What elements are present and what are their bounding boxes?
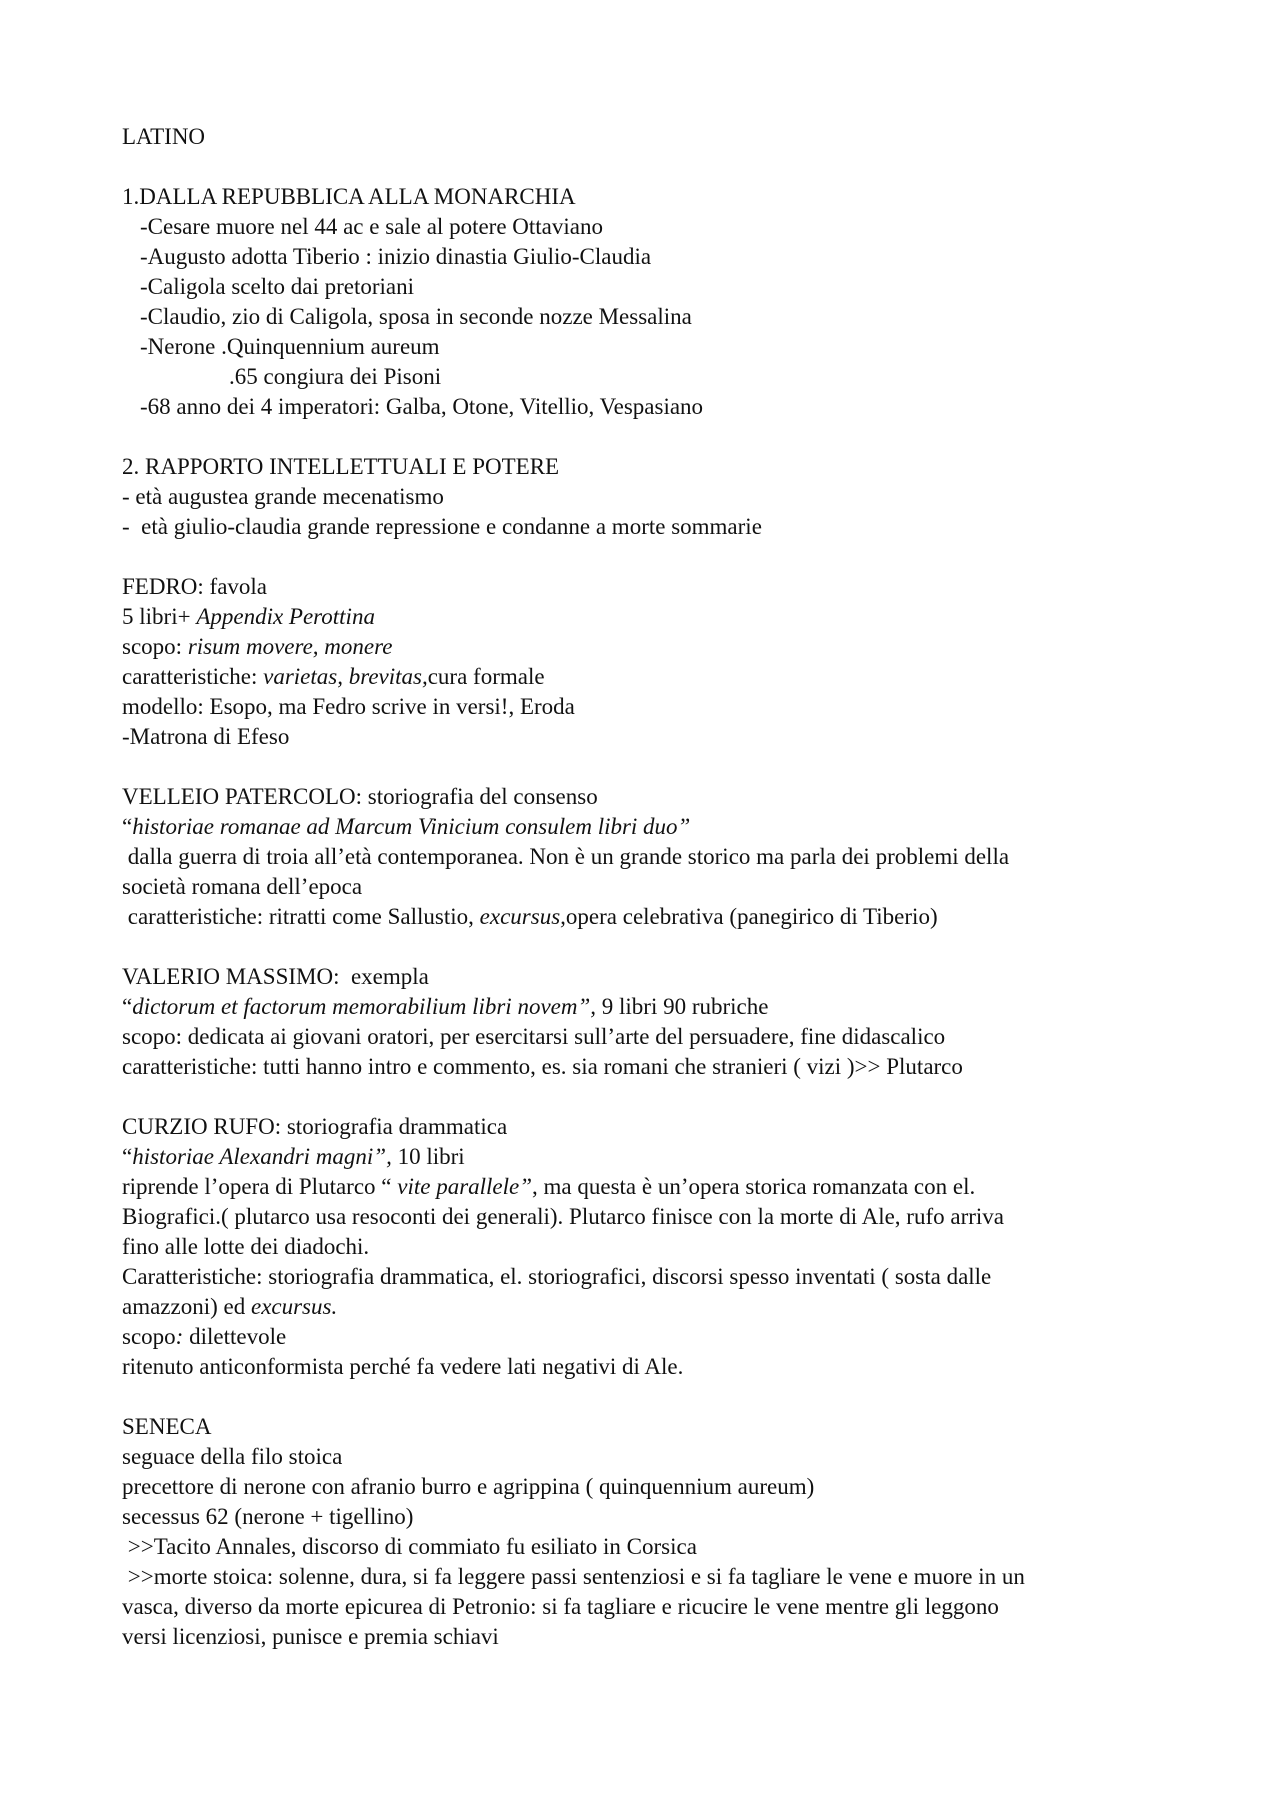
fedro-line: modello: Esopo, ma Fedro scrive in versi!, Eroda <box>122 694 575 719</box>
curzio-line <box>122 1172 1162 1202</box>
velleio-text: “ <box>122 814 133 839</box>
curzio-text: , ma questa è un’opera storica romanzata con el. <box>532 1174 976 1199</box>
velleio-heading: VELLEIO PATERCOLO: storiografia del consenso <box>122 784 598 809</box>
velleio-italic: excursus, <box>479 904 566 929</box>
fedro-heading: FEDRO: favola <box>122 574 268 599</box>
curzio-text: “ <box>122 1144 133 1169</box>
fedro-text: cura formale <box>427 664 545 689</box>
curzio-line: Biografici.( plutarco usa resoconti dei generali). Plutarco finisce con la morte di Ale, rufo arriva <box>122 1204 1004 1229</box>
curzio-text: scopo <box>122 1324 176 1349</box>
velleio-text: opera celebrativa (panegirico di Tiberio) <box>565 904 938 929</box>
fedro-line: -Matrona di Efeso <box>122 724 290 749</box>
document-page <box>122 122 1162 1652</box>
curzio-line <box>122 1292 1162 1322</box>
velleio-line <box>122 812 1162 842</box>
section-1-heading: 1.DALLA REPUBBLICA ALLA MONARCHIA <box>122 184 576 209</box>
section-1-item: -68 anno dei 4 imperatori: Galba, Otone, Vitellio, Vespasiano <box>140 394 704 419</box>
seneca-line: secessus 62 (nerone + tigellino) <box>122 1504 414 1529</box>
fedro-text: 5 libri+ <box>122 604 197 629</box>
seneca-line: >>Tacito Annales, discorso di commiato fu esiliato in Corsica <box>122 1534 697 1559</box>
valerio-text: 9 libri 90 rubriche <box>596 994 769 1019</box>
fedro-text: caratteristiche: <box>122 664 264 689</box>
velleio-text: caratteristiche: ritratti come Sallustio, <box>122 904 480 929</box>
document-title: LATINO <box>122 124 206 149</box>
seneca-line: versi licenziosi, punisce e premia schiavi <box>122 1624 499 1649</box>
fedro-line <box>122 632 1162 662</box>
valerio-text: “ <box>122 994 133 1019</box>
section-1-item: -Nerone .Quinquennium aureum <box>140 334 440 359</box>
velleio-italic: historiae romanae ad Marcum Vinicium consulem libri duo” <box>132 814 691 839</box>
section-1-subitem: .65 congiura dei Pisoni <box>229 364 442 389</box>
section-1-item: -Cesare muore nel 44 ac e sale al potere Ottaviano <box>140 214 603 239</box>
valerio-line <box>122 992 1162 1022</box>
fedro-italic: varietas, brevitas, <box>263 664 428 689</box>
seneca-line: seguace della filo stoica <box>122 1444 343 1469</box>
section-2-item: - età augustea grande mecenatismo <box>122 484 444 509</box>
section-1-item: -Caligola scelto dai pretoriani <box>140 274 414 299</box>
fedro-text: scopo: <box>122 634 188 659</box>
curzio-line: Caratteristiche: storiografia drammatica, el. storiografici, discorsi spesso inventati ( sosta dalle <box>122 1264 992 1289</box>
fedro-line <box>122 662 1162 692</box>
valerio-italic: dictorum et factorum memorabilium libri novem”, <box>132 994 597 1019</box>
valerio-heading: VALERIO MASSIMO: exempla <box>122 964 429 989</box>
velleio-line: società romana dell’epoca <box>122 874 363 899</box>
section-2-item: - età giulio-claudia grande repressione e condanne a morte sommarie <box>122 514 762 539</box>
curzio-line: ritenuto anticonformista perché fa vedere lati negativi di Ale. <box>122 1354 684 1379</box>
curzio-line: fino alle lotte dei diadochi. <box>122 1234 370 1259</box>
valerio-line: caratteristiche: tutti hanno intro e commento, es. sia romani che stranieri ( vizi )>> Plutarco <box>122 1054 963 1079</box>
seneca-line: vasca, diverso da morte epicurea di Petronio: si fa tagliare e ricucire le vene mentre gli leggono <box>122 1594 999 1619</box>
section-2-heading: 2. RAPPORTO INTELLETTUALI E POTERE <box>122 454 560 479</box>
curzio-italic: excursus. <box>250 1294 338 1319</box>
curzio-text: riprende l’opera di Plutarco “ <box>122 1174 398 1199</box>
fedro-italic: Appendix Perottina <box>196 604 375 629</box>
curzio-line <box>122 1142 1162 1172</box>
section-1-item: -Claudio, zio di Caligola, sposa in seconde nozze Messalina <box>140 304 692 329</box>
curzio-text: amazzoni) ed <box>122 1294 251 1319</box>
seneca-heading: SENECA <box>122 1414 212 1439</box>
curzio-italic: historiae Alexandri magni”, <box>132 1144 392 1169</box>
seneca-line: precettore di nerone con afranio burro e agrippina ( quinquennium aureum) <box>122 1474 815 1499</box>
curzio-text: dilettevole <box>189 1324 287 1349</box>
velleio-line: dalla guerra di troia all’età contemporanea. Non è un grande storico ma parla dei problemi della <box>122 844 1010 869</box>
valerio-line: scopo: dedicata ai giovani oratori, per esercitarsi sull’arte del persuadere, fine didascalico <box>122 1024 946 1049</box>
curzio-italic: vite parallele” <box>397 1174 533 1199</box>
seneca-line: >>morte stoica: solenne, dura, si fa leggere passi sentenziosi e si fa tagliare le vene e muore in un <box>122 1564 1025 1589</box>
curzio-heading: CURZIO RUFO: storiografia drammatica <box>122 1114 508 1139</box>
curzio-text: 10 libri <box>391 1144 465 1169</box>
curzio-line <box>122 1322 1162 1352</box>
curzio-italic: : <box>175 1324 190 1349</box>
fedro-line <box>122 602 1162 632</box>
velleio-line <box>122 902 1162 932</box>
section-1-item: -Augusto adotta Tiberio : inizio dinastia Giulio-Claudia <box>140 244 652 269</box>
fedro-italic: risum movere, monere <box>187 634 393 659</box>
